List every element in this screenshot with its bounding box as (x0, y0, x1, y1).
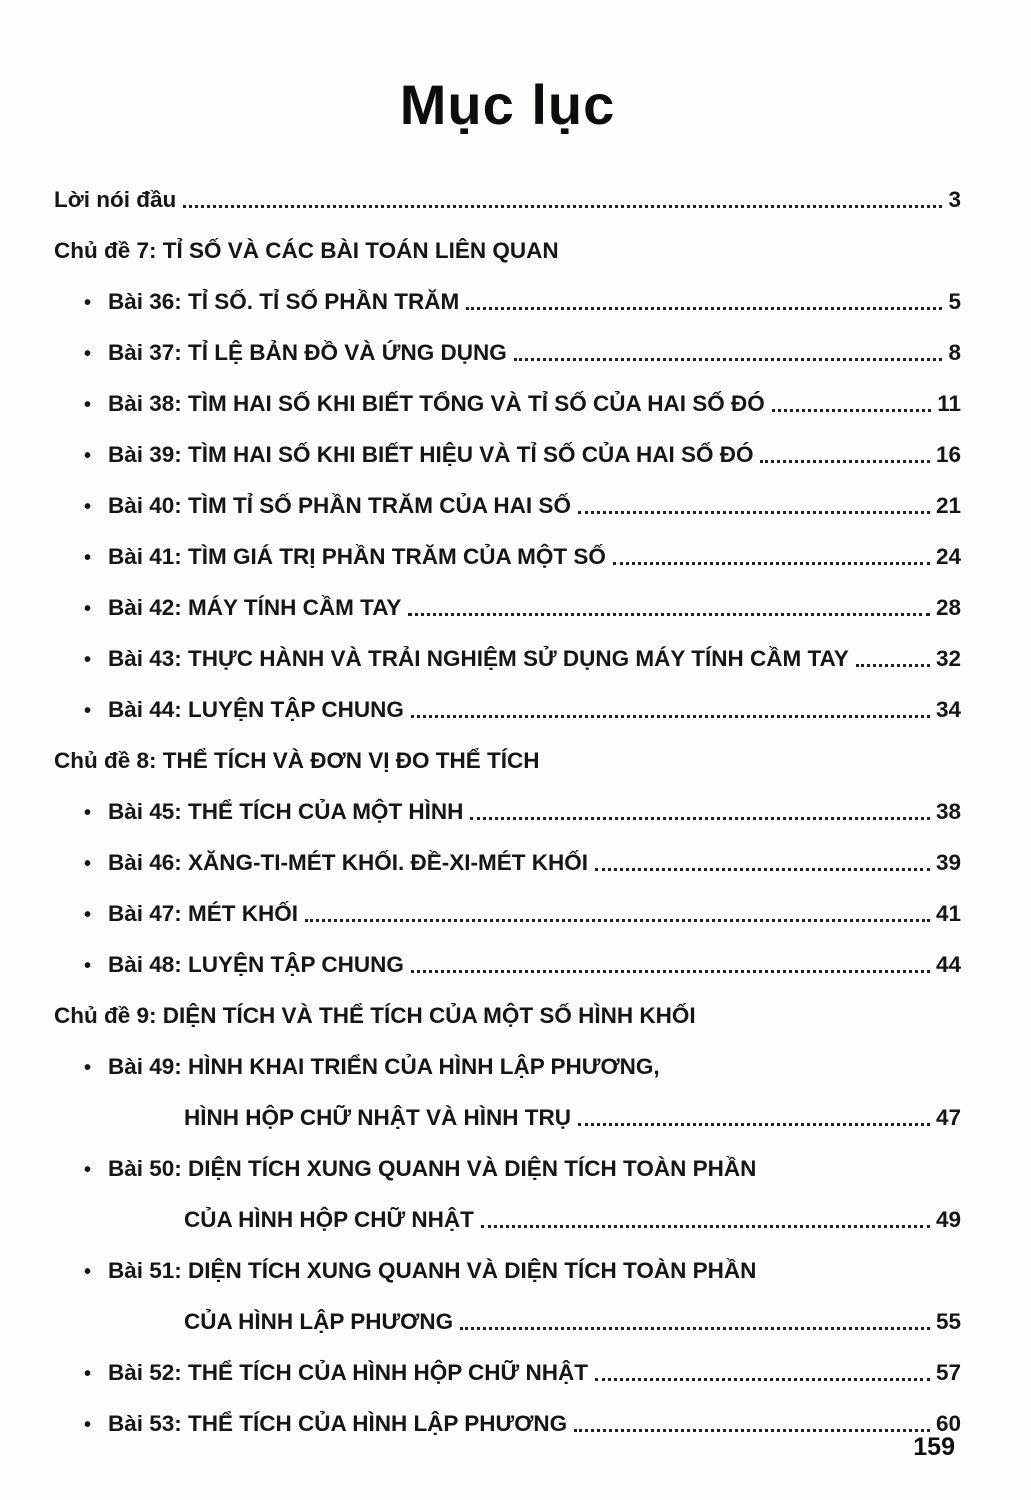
toc-entry-page-number: 34 (935, 697, 961, 723)
toc-entry (54, 783, 961, 834)
toc-list (54, 171, 961, 1446)
toc-entry (54, 426, 961, 477)
bullet-icon: • (84, 292, 92, 314)
toc-entry (54, 834, 961, 885)
dot-leader (183, 205, 942, 208)
toc-entry-label: Bài 39: TÌM HAI SỐ KHI BIẾT HIỆU VÀ TỈ SỐ CỦA HAI SỐ ĐÓ (108, 442, 754, 468)
dot-leader (772, 409, 931, 412)
bullet-icon: • (84, 343, 92, 365)
toc-entry-label: Bài 41: TÌM GIÁ TRỊ PHẦN TRĂM CỦA MỘT SỐ (108, 544, 606, 570)
toc-entry-page-number: 11 (937, 391, 961, 417)
toc-entry-line2 (54, 1293, 961, 1344)
dot-leader (595, 868, 930, 871)
toc-entry-page-number: 39 (935, 850, 961, 876)
toc-entry-label: Lời nói đầu (54, 187, 177, 213)
dot-leader (470, 817, 930, 820)
bullet-icon: • (84, 904, 92, 926)
dot-leader (481, 1225, 930, 1228)
toc-entry (54, 375, 961, 426)
toc-chapter-heading (54, 987, 961, 1038)
toc-entry (54, 1395, 961, 1446)
toc-entry (54, 528, 961, 579)
toc-entry-page-number: 49 (935, 1207, 961, 1233)
toc-entry-label: Bài 44: LUYỆN TẬP CHUNG (108, 697, 404, 723)
chapter-heading-label: Chủ đề 9: DIỆN TÍCH VÀ THỂ TÍCH CỦA MỘT SỐ HÌNH KHỐI (54, 1003, 696, 1029)
bullet-icon: • (84, 1159, 92, 1181)
dot-leader (305, 919, 930, 922)
dot-leader (460, 1327, 930, 1330)
toc-entry-line2 (54, 1089, 961, 1140)
toc-entry-page-number: 21 (935, 493, 961, 519)
toc-entry-page-number: 41 (935, 901, 961, 927)
toc-entry-label: Bài 53: THỂ TÍCH CỦA HÌNH LẬP PHƯƠNG (108, 1411, 568, 1437)
toc-entry (54, 171, 961, 222)
toc-entry-line1 (54, 1038, 961, 1089)
dot-leader (760, 460, 929, 463)
toc-entry-page-number: 47 (935, 1105, 961, 1131)
toc-entry-line2 (54, 1191, 961, 1242)
bullet-icon: • (84, 394, 92, 416)
bullet-icon: • (84, 445, 92, 467)
chapter-heading-label: Chủ đề 7: TỈ SỐ VÀ CÁC BÀI TOÁN LIÊN QUAN (54, 238, 559, 264)
toc-entry (54, 1344, 961, 1395)
toc-entry-line1 (54, 1140, 961, 1191)
page-title: Mục lục (399, 73, 616, 136)
toc-entry-label: Bài 43: THỰC HÀNH VÀ TRẢI NGHIỆM SỬ DỤNG MÁY TÍNH CẦM TAY (108, 646, 849, 672)
dot-leader (595, 1378, 930, 1381)
dot-leader (466, 307, 942, 310)
toc-entry-label: Bài 50: DIỆN TÍCH XUNG QUANH VÀ DIỆN TÍCH TOÀN PHẦN (108, 1156, 757, 1182)
toc-entry-label-continued: CỦA HÌNH HỘP CHỮ NHẬT (184, 1207, 474, 1233)
toc-entry (54, 273, 961, 324)
toc-entry (54, 936, 961, 987)
toc-entry-label-continued: CỦA HÌNH LẬP PHƯƠNG (184, 1309, 454, 1335)
toc-entry (54, 630, 961, 681)
bullet-icon: • (84, 1057, 92, 1079)
toc-entry-label: Bài 51: DIỆN TÍCH XUNG QUANH VÀ DIỆN TÍCH TOÀN PHẦN (108, 1258, 757, 1284)
toc-chapter-heading (54, 732, 961, 783)
toc-entry-label: Bài 38: TÌM HAI SỐ KHI BIẾT TỔNG VÀ TỈ SỐ CỦA HAI SỐ ĐÓ (108, 391, 765, 417)
toc-entry-page-number: 24 (935, 544, 961, 570)
toc-entry-label: Bài 40: TÌM TỈ SỐ PHẦN TRĂM CỦA HAI SỐ (108, 493, 571, 519)
toc-entry-page-number: 60 (935, 1411, 961, 1437)
toc-entry-label: Bài 37: TỈ LỆ BẢN ĐỒ VÀ ỨNG DỤNG (108, 340, 507, 366)
toc-entry-label: Bài 42: MÁY TÍNH CẦM TAY (108, 595, 402, 621)
toc-chapter-heading (54, 222, 961, 273)
toc-entry-label: Bài 45: THỂ TÍCH CỦA MỘT HÌNH (108, 799, 464, 825)
toc-entry-page-number: 44 (935, 952, 961, 978)
toc-entry (54, 324, 961, 375)
dot-leader (613, 562, 930, 565)
toc-entry-label: Bài 49: HÌNH KHAI TRIỂN CỦA HÌNH LẬP PHƯƠNG, (108, 1054, 660, 1080)
toc-entry-label: Bài 47: MÉT KHỐI (108, 901, 299, 927)
bullet-icon: • (84, 547, 92, 569)
toc-entry-line1 (54, 1242, 961, 1293)
dot-leader (856, 664, 930, 667)
toc-entry-page-number: 55 (935, 1309, 961, 1335)
dot-leader (411, 715, 930, 718)
toc-entry (54, 579, 961, 630)
dot-leader (574, 1429, 930, 1432)
toc-entry-page-number: 16 (935, 442, 961, 468)
bullet-icon: • (84, 955, 92, 977)
toc-entry-page-number: 38 (935, 799, 961, 825)
toc-entry-page-number: 28 (935, 595, 961, 621)
dot-leader (578, 1123, 930, 1126)
toc-entry (54, 681, 961, 732)
toc-entry-page-number: 8 (948, 340, 961, 366)
dot-leader (578, 511, 930, 514)
dot-leader (408, 613, 930, 616)
toc-entry-page-number: 5 (948, 289, 961, 315)
bullet-icon: • (84, 1261, 92, 1283)
toc-entry (54, 477, 961, 528)
dot-leader (411, 970, 930, 973)
toc-entry-page-number: 32 (935, 646, 961, 672)
toc-entry (54, 885, 961, 936)
toc-entry-page-number: 3 (948, 187, 961, 213)
bullet-icon: • (84, 649, 92, 671)
dot-leader (514, 358, 943, 361)
bullet-icon: • (84, 496, 92, 518)
bullet-icon: • (84, 853, 92, 875)
toc-entry-label: Bài 46: XĂNG-TI-MÉT KHỐI. ĐỀ-XI-MÉT KHỐI (108, 850, 589, 876)
bullet-icon: • (84, 700, 92, 722)
toc-entry-label: Bài 52: THỂ TÍCH CỦA HÌNH HỘP CHỮ NHẬT (108, 1360, 588, 1386)
chapter-heading-label: Chủ đề 8: THỂ TÍCH VÀ ĐƠN VỊ ĐO THỂ TÍCH (54, 748, 540, 774)
toc-entry-label-continued: HÌNH HỘP CHỮ NHẬT VÀ HÌNH TRỤ (184, 1105, 572, 1131)
bullet-icon: • (84, 598, 92, 620)
toc-entry-label: Bài 36: TỈ SỐ. TỈ SỐ PHẦN TRĂM (108, 289, 460, 315)
folio-page-number: 159 (913, 1433, 955, 1461)
bullet-icon: • (84, 1414, 92, 1436)
toc-entry-page-number: 57 (935, 1360, 961, 1386)
bullet-icon: • (84, 802, 92, 824)
toc-entry-label: Bài 48: LUYỆN TẬP CHUNG (108, 952, 404, 978)
bullet-icon: • (84, 1363, 92, 1385)
